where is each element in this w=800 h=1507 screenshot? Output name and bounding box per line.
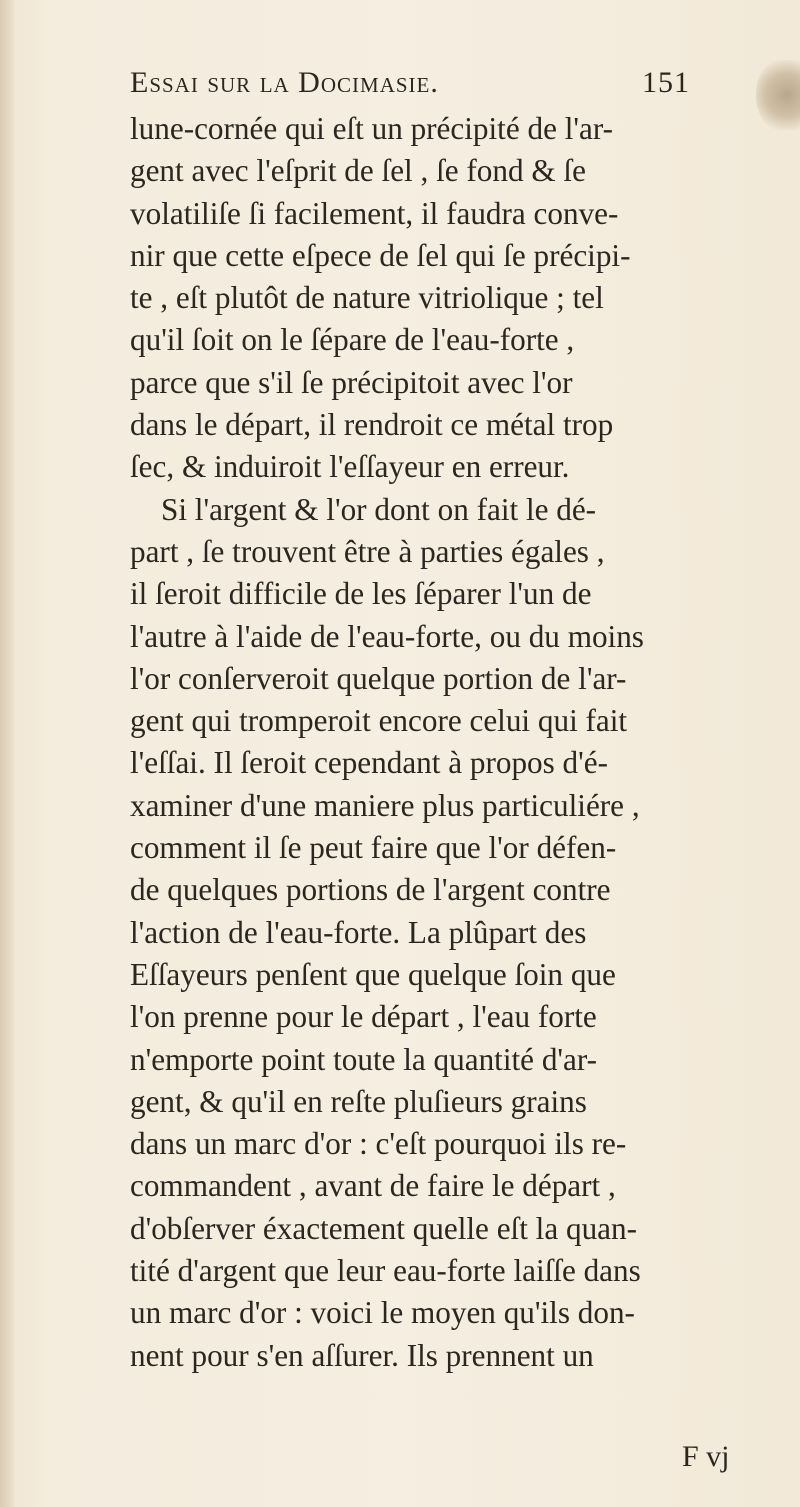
signature-mark: F vj — [682, 1440, 730, 1473]
text-line: gent, & qu'il en reſte pluſieurs grains — [130, 1083, 587, 1119]
page-gutter — [0, 0, 14, 1507]
text-line: lune-cornée qui eſt un précipité de l'ar- — [130, 111, 613, 146]
text-line: dans un marc d'or : c'eſt pourquoi ils re- — [130, 1126, 627, 1162]
text-line: un marc d'or : voici le moyen qu'ils don- — [130, 1295, 635, 1331]
text-line: xaminer d'une maniere plus particuliére , — [130, 787, 640, 823]
text-line: gent avec l'eſprit de ſel , ſe fond & ſe — [130, 153, 586, 189]
text-line: l'eſſai. Il ſeroit cependant à propos d'é- — [130, 745, 609, 781]
text-line: n'emporte point toute la quantité d'ar- — [130, 1041, 598, 1077]
text-line: qu'il ſoit on le ſépare de l'eau-forte , — [130, 322, 575, 358]
text-line: gent qui tromperoit encore celui qui fait — [130, 703, 628, 739]
text-line: l'autre à l'aide de l'eau-forte, ou du moins — [130, 618, 644, 654]
text-line: Si l'argent & l'or dont on fait le dé- — [161, 491, 597, 527]
text-line: Eſſayeurs penſent que quelque ſoin que — [130, 956, 616, 992]
text-line: commandent , avant de faire le départ , — [130, 1168, 616, 1204]
text-line: nir que cette eſpece de ſel qui ſe précipi- — [130, 237, 631, 273]
text-line: l'or conſerveroit quelque portion de l'ar- — [130, 660, 627, 696]
text-line: te , eſt plutôt de nature vitriolique ; tel — [130, 280, 604, 316]
page-stain — [756, 60, 800, 130]
text-line: part , ſe trouvent être à parties égales , — [130, 533, 605, 569]
text-line: de quelques portions de l'argent contre — [130, 872, 611, 908]
body-text — [130, 108, 740, 1377]
text-line: nent pour s'en aſſurer. Ils prennent un — [130, 1337, 594, 1373]
text-line: il ſeroit difficile de les ſéparer l'un de — [130, 576, 592, 612]
text-line: dans le départ, il rendroit ce métal trop — [130, 407, 614, 443]
page-number: 151 — [642, 66, 690, 99]
text-line: comment il ſe peut faire que l'or défen- — [130, 830, 617, 866]
text-line: d'obſerver éxactement quelle eſt la quan- — [130, 1210, 637, 1246]
text-line: l'on prenne pour le départ , l'eau forte — [130, 999, 597, 1035]
text-line: l'action de l'eau-forte. La plûpart des — [130, 914, 587, 950]
text-line: tité d'argent que leur eau-forte laiſſe dans — [130, 1253, 641, 1289]
running-head-title: Essai sur la Docimasie. — [130, 66, 439, 99]
text-line: parce que s'il ſe précipitoit avec l'or — [130, 364, 573, 400]
running-head — [130, 66, 690, 110]
text-line: ſec, & induiroit l'eſſayeur en erreur. — [130, 449, 570, 485]
text-line: volatiliſe ſi facilement, il faudra conve- — [130, 195, 619, 231]
